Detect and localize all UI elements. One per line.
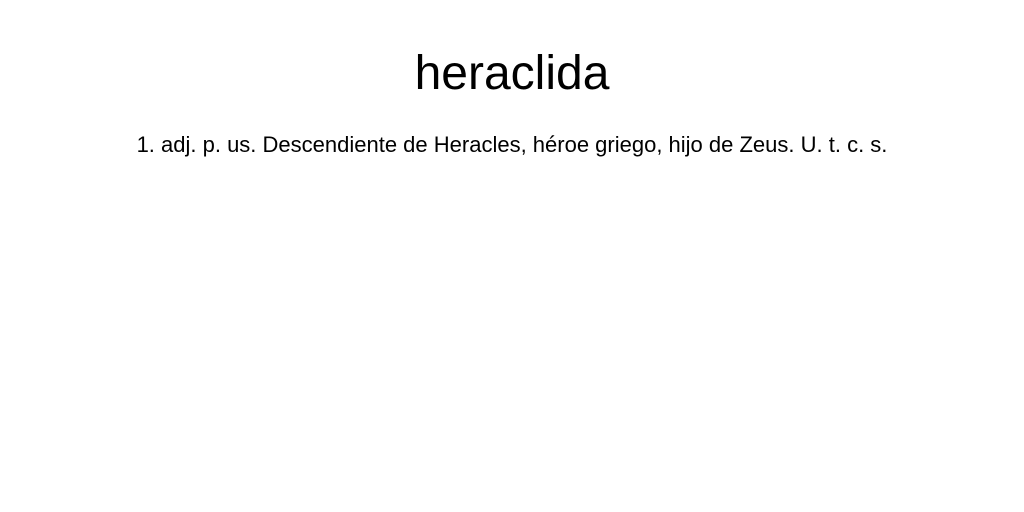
entry-definition: 1. adj. p. us. Descendiente de Heracles, héroe griego, hijo de Zeus. U. t. c. s. <box>136 132 888 157</box>
entry-headword: heraclida <box>414 47 610 100</box>
